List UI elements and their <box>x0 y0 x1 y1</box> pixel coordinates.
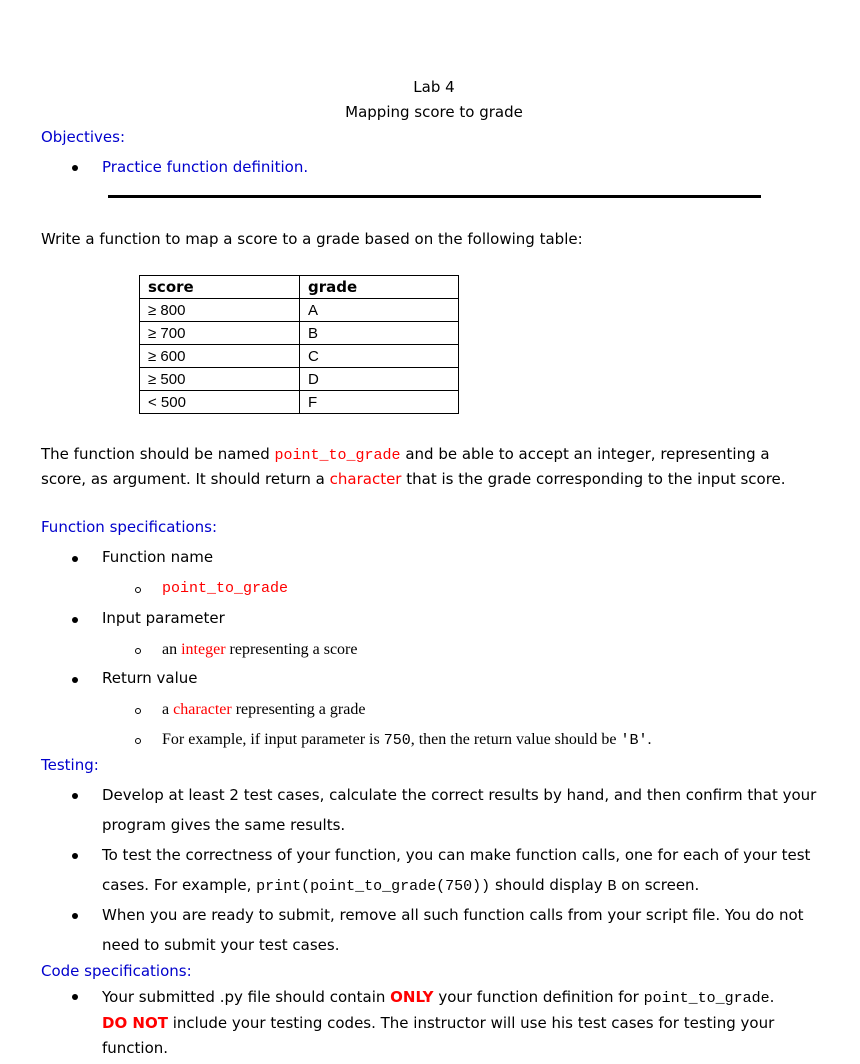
code-specifications-heading: Code specifications: <box>41 962 192 980</box>
code-spec-text: Your submitted .py file should contain <box>102 988 391 1006</box>
grade-cell: A <box>300 299 459 322</box>
do-not-emphasis: DO NOT <box>102 1014 168 1032</box>
horizontal-divider <box>108 195 761 198</box>
spec-text: . <box>647 731 652 748</box>
description-text: score, as argument. It should return a <box>41 470 330 488</box>
code-spec-line <box>102 985 832 1011</box>
testing-text-line <box>102 870 832 902</box>
score-cell: ≥ 500 <box>140 368 300 391</box>
sub-bullet-icon <box>135 648 141 654</box>
sub-bullet-icon <box>135 738 141 744</box>
spec-text: a <box>162 701 174 718</box>
example-return-code: 'B' <box>620 732 648 749</box>
sub-bullet-icon <box>135 708 141 714</box>
objective-item: Practice function definition. <box>102 158 309 176</box>
testing-text: Develop at least 2 test cases, calculate the correct results by hand, and then confirm that your <box>102 786 817 804</box>
return-example <box>162 731 651 749</box>
score-cell: ≥ 600 <box>140 345 300 368</box>
testing-item-1 <box>102 780 832 840</box>
function-name-code: point_to_grade <box>274 447 401 464</box>
page-title: Mapping score to grade <box>345 103 523 121</box>
print-call-code: print(point_to_grade(750)) <box>256 878 491 895</box>
table-row <box>140 345 459 368</box>
description-line-1 <box>41 442 831 468</box>
only-emphasis: ONLY <box>390 988 434 1006</box>
testing-text: cases. For example, <box>102 876 257 894</box>
code-spec-item <box>102 985 832 1061</box>
testing-item-2 <box>102 840 832 902</box>
return-value-desc <box>162 701 365 719</box>
testing-text: on screen. <box>616 876 700 894</box>
function-name-value: point_to_grade <box>162 580 289 597</box>
score-cell: ≥ 700 <box>140 322 300 345</box>
code-spec-line <box>102 1011 832 1036</box>
description-text: that is the grade corresponding to the input score. <box>401 470 786 488</box>
character-keyword: character <box>173 701 232 718</box>
bullet-icon <box>72 853 78 859</box>
input-parameter-desc <box>162 641 357 659</box>
character-keyword: character <box>329 470 402 488</box>
function-name-code: point_to_grade <box>643 990 770 1007</box>
description-line-2 <box>41 467 831 492</box>
function-specifications-heading: Function specifications: <box>41 518 218 536</box>
bullet-icon <box>72 913 78 919</box>
example-input-code: 750 <box>383 732 411 749</box>
testing-heading: Testing: <box>41 756 99 774</box>
table-row <box>140 299 459 322</box>
code-spec-text: . <box>769 988 775 1006</box>
bullet-icon <box>72 165 78 171</box>
testing-text: When you are ready to submit, remove all such function calls from your script file. You do not <box>102 906 804 924</box>
bullet-icon <box>72 994 78 1000</box>
testing-text: program gives the same results. <box>102 816 346 834</box>
bullet-icon <box>72 617 78 623</box>
input-parameter-label: Input parameter <box>102 609 225 627</box>
testing-text: To test the correctness of your function, you can make function calls, one for each of your test <box>102 846 811 864</box>
function-name-label: Function name <box>102 548 214 566</box>
testing-item-3 <box>102 900 832 960</box>
table-row <box>140 391 459 414</box>
integer-keyword: integer <box>181 641 226 658</box>
column-header-grade: grade <box>300 276 459 299</box>
grade-cell: F <box>300 391 459 414</box>
grade-cell: D <box>300 368 459 391</box>
description-text: and be able to accept an integer, representing a <box>400 445 770 463</box>
table-row <box>140 368 459 391</box>
display-value-code: B <box>607 878 617 895</box>
objectives-heading: Objectives: <box>41 128 125 146</box>
intro-text: Write a function to map a score to a grade based on the following table: <box>41 230 583 248</box>
spec-text: representing a grade <box>231 701 366 718</box>
grade-cell: C <box>300 345 459 368</box>
code-spec-text: your function definition for <box>433 988 644 1006</box>
score-cell: < 500 <box>140 391 300 414</box>
bullet-icon <box>72 556 78 562</box>
table-row <box>140 322 459 345</box>
score-cell: ≥ 800 <box>140 299 300 322</box>
code-spec-text: include your testing codes. The instructor will use his test cases for testing your <box>167 1014 775 1032</box>
description-text: The function should be named <box>41 445 275 463</box>
testing-text: should display <box>490 876 608 894</box>
spec-text: an <box>162 641 182 658</box>
bullet-icon <box>72 677 78 683</box>
spec-text: For example, if input parameter is <box>162 731 384 748</box>
testing-text: need to submit your test cases. <box>102 936 340 954</box>
lab-number: Lab 4 <box>413 78 455 96</box>
return-value-label: Return value <box>102 669 198 687</box>
code-spec-text: function. <box>102 1039 169 1057</box>
grade-table <box>139 275 459 414</box>
grade-cell: B <box>300 322 459 345</box>
spec-text: , then the return value should be <box>410 731 621 748</box>
table-header-row <box>140 276 459 299</box>
bullet-icon <box>72 793 78 799</box>
column-header-score: score <box>140 276 300 299</box>
sub-bullet-icon <box>135 587 141 593</box>
spec-text: representing a score <box>225 641 358 658</box>
